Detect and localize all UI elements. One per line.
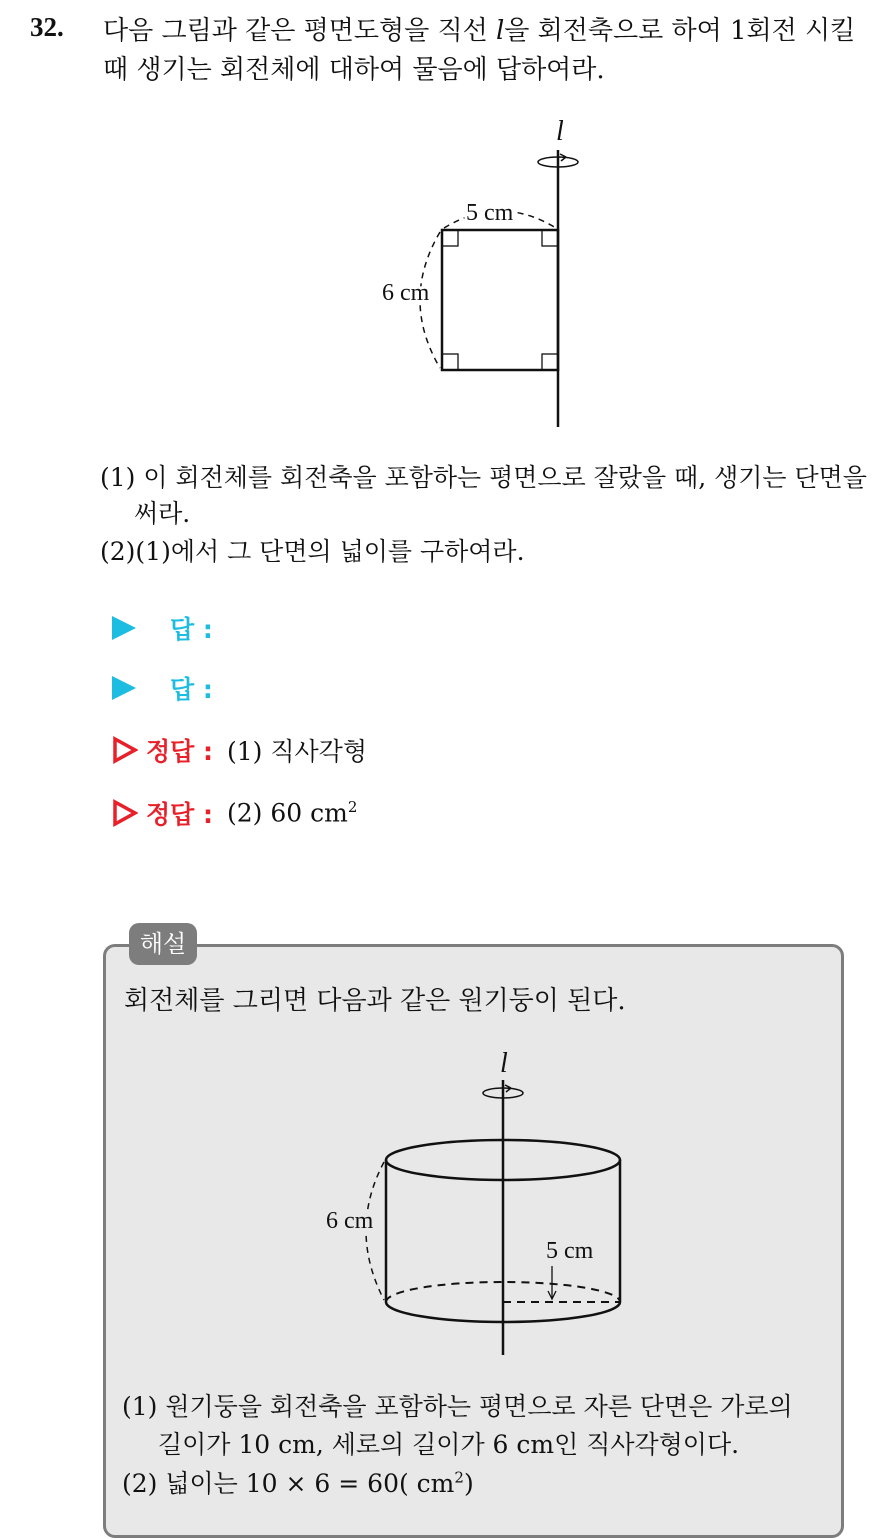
correct-answer-1 — [112, 732, 367, 768]
figure2-radius-label: 5 cm — [546, 1238, 594, 1264]
explanation-1-line1: 원기둥을 회전축을 포함하는 평면으로 자른 단면은 가로의 — [165, 1392, 793, 1421]
rectangle-shape — [442, 230, 558, 370]
outline-arrow-icon — [112, 799, 138, 827]
question-text-part1: 다음 그림과 같은 평면도형을 직선 — [103, 16, 496, 46]
figure1-height-label: 6 cm — [382, 280, 430, 306]
explanation-1-number: (1) — [122, 1392, 158, 1421]
subquestion-1-text-line2: 써라. — [134, 499, 191, 528]
explanation-1 — [122, 1388, 832, 1464]
figure1-axis-label: l — [556, 116, 564, 147]
subquestion-2-number: (2) — [100, 537, 136, 566]
explanation-intro: 회전체를 그리면 다음과 같은 원기둥이 된다. — [124, 986, 626, 1016]
right-angle-mark-tl — [442, 230, 458, 246]
answer-blank-1 — [112, 610, 213, 646]
correct-label-2: 정답 : — [146, 800, 214, 829]
subquestion-1 — [100, 460, 870, 532]
answer-label-2: 답 : — [170, 675, 213, 704]
right-angle-mark-br — [542, 354, 558, 370]
play-arrow-icon — [112, 676, 136, 700]
question-text-part2: 을 회전축으로 하여 1회전 시킬 때 생기는 회전체에 대하여 물음에 답하여라. — [103, 16, 856, 85]
outline-arrow-icon — [112, 736, 138, 764]
right-angle-mark-bl — [442, 354, 458, 370]
right-angle-mark-tr — [542, 230, 558, 246]
explanation-2 — [122, 1464, 474, 1500]
figure-cylinder — [320, 1040, 640, 1360]
figure2-height-label: 6 cm — [326, 1208, 374, 1234]
correct-value-1: (1) 직사각형 — [227, 737, 367, 766]
figure-rectangle-rotation — [370, 110, 610, 430]
answer-label-1: 답 : — [170, 615, 213, 644]
correct-label-1: 정답 : — [146, 737, 214, 766]
explanation-2-exponent: 2 — [454, 1468, 464, 1487]
question-text — [103, 12, 873, 90]
explanation-tag: 해설 — [129, 923, 197, 965]
explanation-2-number: (2) — [122, 1469, 158, 1498]
subquestion-2 — [100, 534, 525, 570]
subquestion-1-number: (1) — [100, 463, 136, 492]
subquestion-1-text-line1: 이 회전체를 회전축을 포함하는 평면으로 잘랐을 때, 생기는 단면을 — [143, 463, 867, 492]
correct-answer-2 — [112, 795, 357, 831]
correct-value-2-base: (2) 60 cm — [227, 798, 348, 828]
figure2-axis-label: l — [500, 1048, 508, 1079]
question-number: 32. — [30, 12, 64, 42]
explanation-2-text: 넓이는 10 × 6 = 60( cm — [165, 1469, 455, 1498]
correct-value-2 — [227, 798, 357, 827]
answer-blank-2 — [112, 670, 213, 706]
line-l-symbol: l — [495, 16, 505, 46]
explanation-1-line2: 길이가 10 cm, 세로의 길이가 6 cm인 직사각형이다. — [158, 1430, 740, 1459]
correct-value-2-exponent: 2 — [347, 798, 358, 817]
explanation-2-close: ) — [463, 1469, 474, 1498]
subquestion-2-text: (1)에서 그 단면의 넓이를 구하여라. — [135, 537, 525, 566]
play-arrow-icon — [112, 616, 136, 640]
figure1-width-label: 5 cm — [466, 200, 514, 226]
